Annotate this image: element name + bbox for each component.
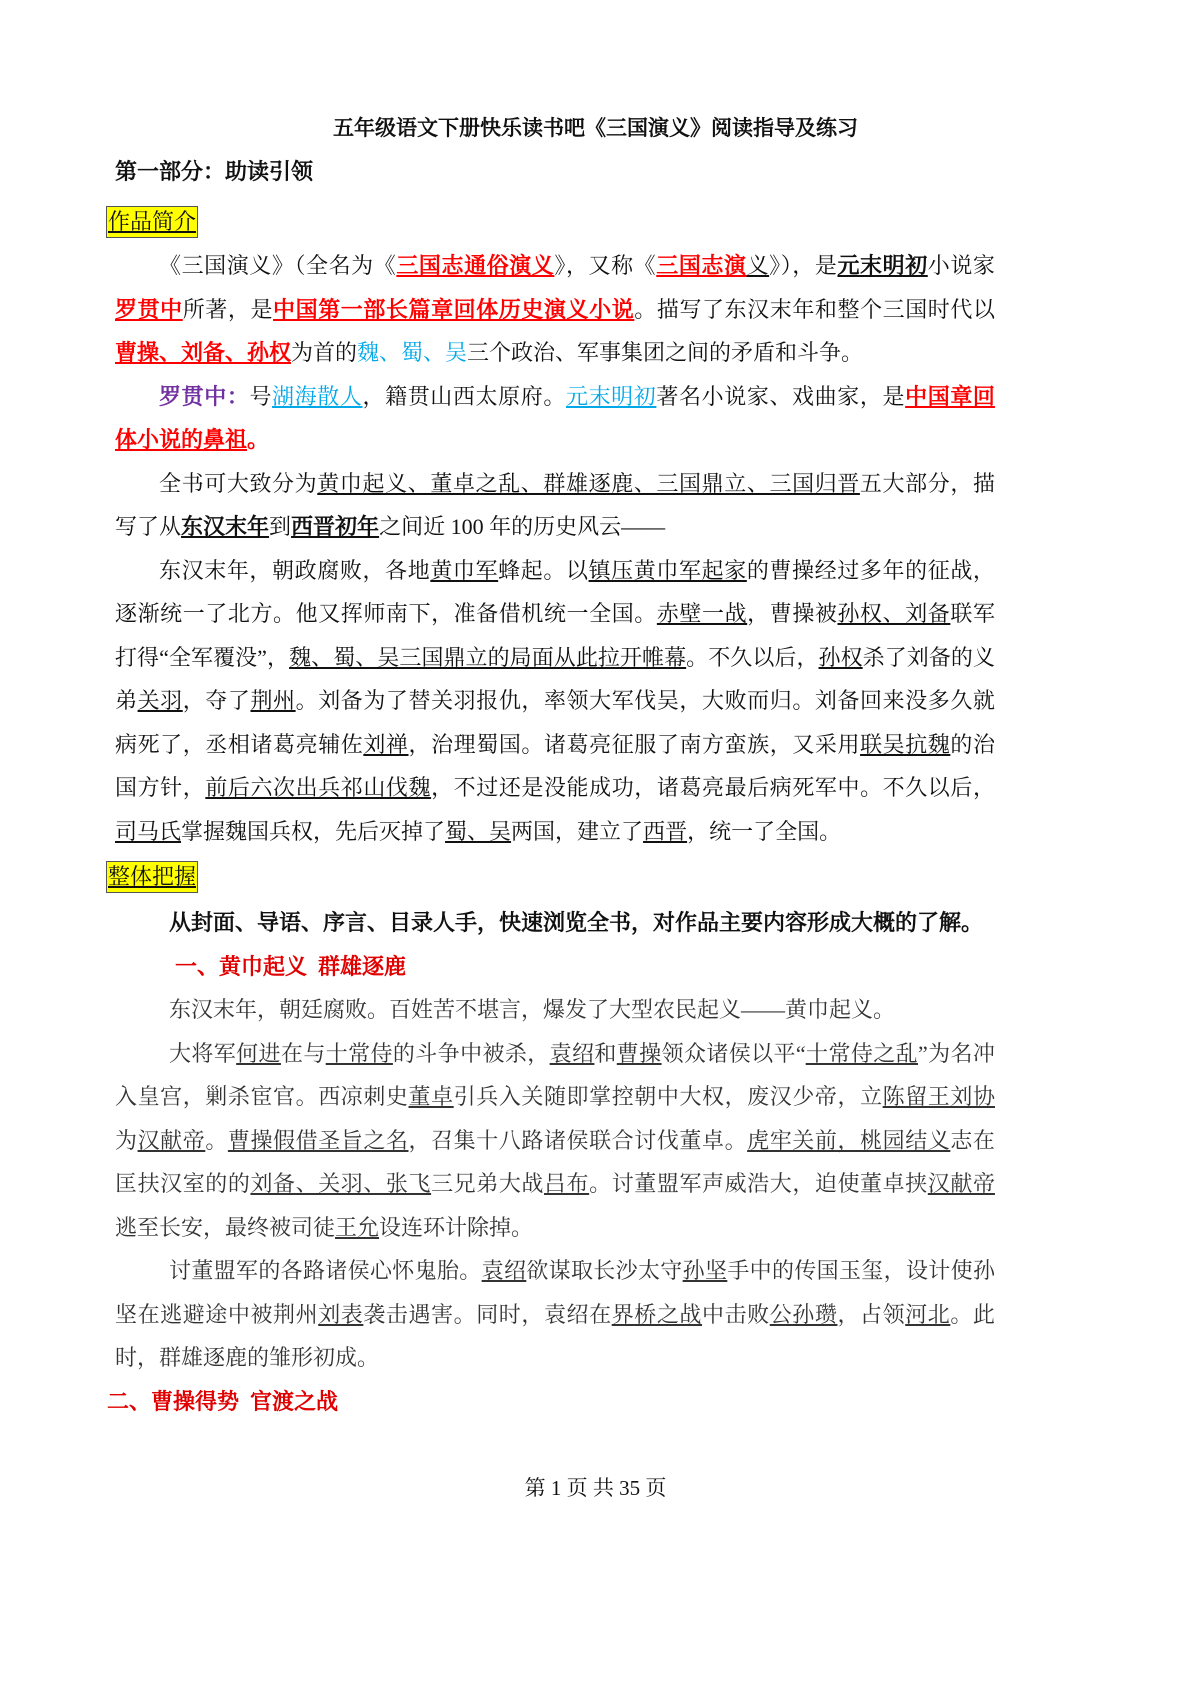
chapter-heading-1: 一、黄巾起义 群雄逐鹿	[175, 953, 407, 979]
text-run: 所著，是	[182, 296, 274, 322]
highlighted-text: 罗贯中	[115, 296, 183, 322]
text-run: 袭击遇害。同时，袁绍在	[363, 1301, 612, 1327]
text-run: 讨董盟军的各路诸侯心怀鬼胎。	[169, 1258, 482, 1283]
text-run: 设连环计除掉。	[379, 1214, 534, 1240]
text-run: 手中的传国玉玺，设计使孙坚在逃避途中被荆州	[115, 1258, 995, 1327]
section-box-overview: 整体把握	[106, 861, 198, 893]
text-run: 逃至长安，最终被司徒	[115, 1214, 336, 1240]
highlighted-text: 刘备、关羽、张飞	[250, 1171, 432, 1196]
text-run: 联军打得“全军覆没”，	[115, 601, 995, 670]
text-run: 》），是	[769, 253, 838, 278]
highlighted-text: 汉献帝	[137, 1127, 206, 1153]
highlighted-text: 曹操假借圣旨之名	[227, 1127, 409, 1153]
text-run: ，不过还是没能成功，诸葛亮最后病死军中。不久以后，	[431, 775, 995, 800]
highlighted-text: 元末明初	[565, 383, 657, 409]
highlighted-text: 义	[746, 253, 770, 278]
text-run: 。描写了东汉末年和整个三国时代以	[634, 296, 995, 322]
text-run: 号	[249, 383, 273, 409]
highlighted-text: 公孙瓒	[769, 1301, 838, 1327]
text-run: 引兵入关随即掌控朝中大权，废汉少帝，立	[453, 1084, 883, 1109]
chapter-heading-2: 二、曹操得势 官渡之战	[107, 1388, 339, 1414]
page-footer: 第 1 页 共 35 页	[524, 1476, 667, 1500]
highlighted-text: 曹操、刘备、孙权	[115, 340, 292, 365]
highlighted-text: 刘禅	[363, 731, 409, 757]
text-run: 的治国方针，	[115, 731, 995, 800]
highlighted-text: 孙权、刘备	[837, 601, 951, 626]
chapter-paragraphs	[115, 988, 995, 1380]
text-run: ，占领	[837, 1301, 906, 1327]
text-run: 在与	[280, 1040, 326, 1066]
highlighted-text: 袁绍	[549, 1040, 595, 1066]
text-run: 》，又称《	[554, 253, 657, 278]
text-run: 《三国演义》（全名为《	[159, 253, 397, 278]
highlighted-text: 荆州	[250, 688, 296, 713]
text-run: ，召集十八路诸侯联合讨伐董卓。	[408, 1127, 748, 1153]
text-run: 中击败	[702, 1301, 770, 1327]
text-run: 到	[269, 514, 292, 539]
highlighted-text: 袁绍	[481, 1258, 527, 1283]
highlighted-text: 东汉末年	[181, 514, 270, 539]
highlighted-text: 湖海散人	[272, 383, 363, 409]
text-run: 著名小说家、戏曲家，是	[656, 383, 906, 409]
section-box-intro: 作品简介	[106, 206, 198, 238]
highlighted-text: 蜀、吴	[445, 818, 512, 844]
highlighted-text: 前后六次出兵祁山伐魏	[205, 775, 432, 800]
highlighted-text: 赤壁一战	[656, 601, 748, 626]
paragraph	[115, 375, 995, 462]
text-run: 的斗争中被杀，	[392, 1040, 550, 1066]
text-run: ，统一了全国。	[687, 818, 842, 844]
text-run: 领众诸侯以平“	[661, 1040, 806, 1066]
highlighted-text: 吕布	[543, 1171, 590, 1196]
text-run: 之间近 100 年的历史风云——	[379, 514, 666, 539]
text-run: 蜂起。以	[498, 557, 589, 583]
highlighted-text: 黄巾起义、董卓之乱、群雄逐鹿、三国鼎立、三国归晋	[317, 470, 860, 496]
highlighted-text: 魏、蜀、吴	[357, 340, 468, 365]
paragraph	[115, 1249, 995, 1380]
text-run: 。不久以后，	[686, 644, 819, 670]
text-run: 掌握魏国兵权，先后灭掉了	[181, 818, 446, 844]
text-run: 为	[115, 1127, 138, 1153]
highlighted-text: 元末明初	[837, 253, 928, 278]
highlighted-text: 司马氏	[115, 818, 182, 844]
highlighted-text: 孙权	[818, 644, 863, 670]
text-run: 欲谋取长沙太守	[526, 1258, 683, 1283]
document-body	[107, 200, 995, 1423]
text-run: 。讨董盟军声威浩大，迫使董卓挟	[589, 1171, 928, 1196]
highlighted-text: 黄巾军	[430, 557, 499, 583]
text-run: 杀了刘备的义弟	[115, 644, 995, 713]
text-run: ，曹操被	[747, 601, 838, 626]
highlighted-text: 董卓	[408, 1084, 454, 1109]
paragraph	[115, 1032, 995, 1250]
highlighted-text: 西晋	[643, 818, 688, 844]
text-run: 三兄弟大战	[431, 1171, 544, 1196]
text-run: ”为名冲入皇宫，剿杀宦官。西凉刺史	[115, 1040, 995, 1109]
text-run: 。此时，群雄逐鹿的雏形初成。	[115, 1301, 995, 1370]
text-run: 志在匡扶汉室的的	[115, 1127, 995, 1196]
highlighted-text: 界桥之战	[611, 1301, 702, 1327]
document-title: 五年级语文下册快乐读书吧《三国演义》阅读指导及练习	[333, 116, 858, 140]
text-run: 大将军	[169, 1040, 237, 1066]
paragraph	[115, 462, 995, 549]
text-run: 为首的	[291, 340, 358, 365]
highlighted-text: 中国章回体小说的鼻祖	[115, 383, 995, 452]
intro-paragraphs	[115, 244, 995, 853]
highlighted-text: 中国第一部长篇章回体历史演义小说	[273, 296, 635, 322]
paragraph	[115, 549, 995, 854]
highlighted-text: 西晋初年	[291, 514, 380, 539]
text-run: 两国，建立了	[511, 818, 644, 844]
highlighted-text: 王允	[335, 1214, 380, 1240]
text-run: 东汉末年，朝廷腐败。百姓苦不堪言，爆发了大型农民起义——黄巾起义。	[169, 997, 896, 1022]
highlighted-text: 陈留王刘协	[882, 1084, 995, 1109]
text-run: 东汉末年，朝政腐败，各地	[159, 557, 431, 583]
highlighted-text: 十常侍	[325, 1040, 393, 1066]
highlighted-text: 汉献帝	[927, 1171, 995, 1196]
highlighted-text: 孙坚	[682, 1258, 728, 1283]
highlighted-text: 罗贯中：	[159, 383, 250, 409]
highlighted-text: 刘表	[318, 1301, 364, 1327]
highlighted-text: 何进	[236, 1040, 281, 1066]
text-run: 全书可大致分为	[159, 470, 318, 496]
highlighted-text: 十常侍之乱	[805, 1040, 918, 1066]
highlighted-text: 镇压黄巾军起家	[588, 557, 747, 583]
text-run: 。	[205, 1127, 228, 1153]
text-run: ，籍贯山西太原府。	[362, 383, 566, 409]
text-run: 小说家	[927, 253, 995, 278]
highlighted-text: 。	[247, 427, 270, 452]
paragraph	[115, 244, 995, 375]
highlighted-text: 联吴抗魏	[860, 731, 951, 757]
text-run: 和	[594, 1040, 617, 1066]
text-run: ，夺了	[182, 688, 251, 713]
text-run: ，治理蜀国。诸葛亮征服了南方蛮族，又采用	[408, 731, 861, 757]
highlighted-text: 虎牢关前，桃园结义	[747, 1127, 951, 1153]
highlighted-text: 关羽	[137, 688, 183, 713]
part-heading: 第一部分：助读引领	[115, 159, 314, 184]
text-run: 。刘备为了替关羽报仇，率领大军伐吴，大败而归。刘备回来没多久就病死了，丞相诸葛亮辅佐	[115, 688, 995, 757]
highlighted-text: 曹操	[616, 1040, 662, 1066]
text-run: 五大部分，描写了从	[115, 470, 995, 539]
paragraph	[115, 988, 995, 1032]
highlighted-text: 三国志通俗演义	[396, 253, 555, 278]
bold-instruction: 从封面、导语、序言、目录人手，快速浏览全书，对作品主要内容形成大概的了解。	[169, 910, 984, 935]
highlighted-text: 河北	[905, 1301, 951, 1327]
text-run: 三个政治、军事集团之间的矛盾和斗争。	[467, 340, 864, 365]
text-run: 的曹操经过多年的征战，逐渐统一了北方。他又挥师南下，准备借机统一全国。	[115, 557, 995, 626]
highlighted-text: 三国志演	[656, 253, 747, 278]
highlighted-text: 魏、蜀、吴三国鼎立的局面从此拉开帷幕	[289, 644, 687, 670]
